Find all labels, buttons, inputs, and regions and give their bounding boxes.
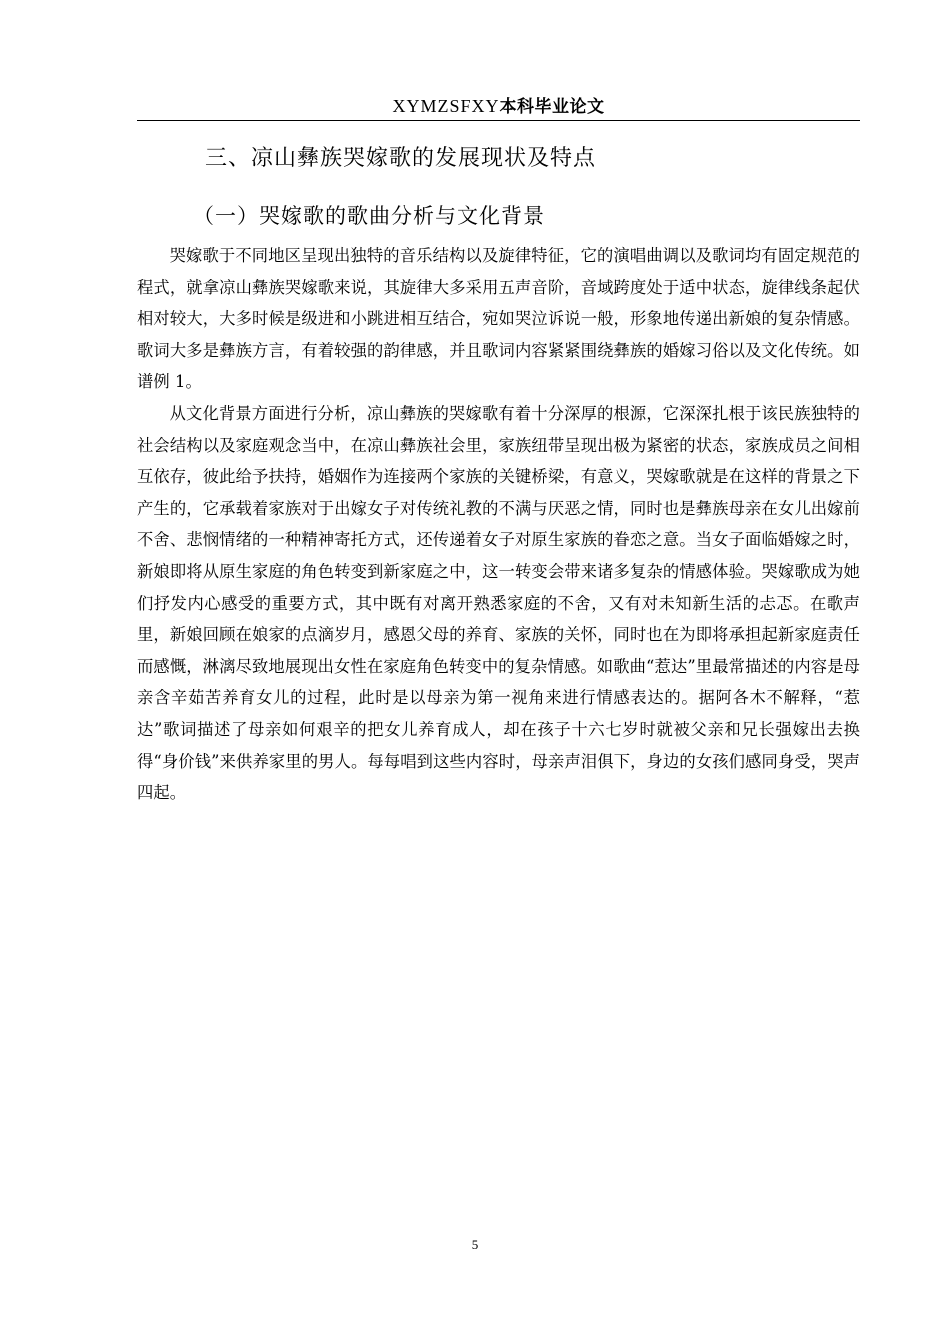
paragraph-cultural-background: 从文化背景方面进行分析，凉山彝族的哭嫁歌有着十分深厚的根源，它深深扎根于该民族独特的社会结构以及家庭观念当中，在凉山彝族社会里，家族纽带呈现出极为紧密的状态，家族成员之间相互依存，彼此给予扶持，婚姻作为连接两个家族的关键桥梁，有意义，哭嫁歌就是在这样的背景之下产生的，它承载着家族对于出嫁女子对传统礼教的不满与厌恶之情，同时也是彝族母亲在女儿出嫁前不舍、悲悯情绪的一种精神寄托方式，还传递着女子对原生家族的眷恋之意。当女子面临婚嫁之时，新娘即将从原生家庭的角色转变到新家庭之中，这一转变会带来诸多复杂的情感体验。哭嫁歌成为她们抒发内心感受的重要方式，其中既有对离开熟悉家庭的不舍，又有对未知新生活的忐忑。在歌声里，新娘回顾在娘家的点滴岁月，感恩父母的养育、家族的关怀，同时也在为即将承担起新家庭责任而感慨，淋漓尽致地展现出女性在家庭角色转变中的复杂情感。如歌曲“惹达”里最常描述的内容是母亲含辛茹苦养育女儿的过程，此时是以母亲为第一视角来进行情感表达的。据阿各木不解释，“惹达”歌词描述了母亲如何艰辛的把女儿养育成人，却在孩子十六七岁时就被父亲和兄长强嫁出去换得“身价钱”来供养家里的男人。每每唱到这些内容时，母亲声泪俱下，身边的女孩们感同身受，哭声四起。 [137, 403, 860, 803]
running-header [137, 92, 860, 120]
body-text [137, 240, 860, 809]
page-number: 5 [471, 1237, 479, 1252]
paragraph-music-analysis: 哭嫁歌于不同地区呈现出独特的音乐结构以及旋律特征，它的演唱曲调以及歌词均有固定规范的程式，就拿凉山彝族哭嫁歌来说，其旋律大多采用五声音阶，音域跨度处于适中状态，旋律线条起伏相对较大，大多时候是级进和小跳进相互结合，宛如哭泣诉说一般，形象地传递出新娘的复杂情感。歌词大多是彝族方言，有着较强的韵律感，并且歌词内容紧紧围绕彝族的婚嫁习俗以及文化传统。如谱例 1。 [137, 246, 860, 392]
header-thesis-label: 本科毕业论文 [499, 97, 605, 117]
header-rule [137, 120, 860, 121]
section-title: 三、凉山彝族哭嫁歌的发展现状及特点 [205, 146, 597, 171]
subsection-title: （一）哭嫁歌的歌曲分析与文化背景 [193, 204, 545, 228]
header-school-code: XYMZSFXY [392, 96, 500, 116]
